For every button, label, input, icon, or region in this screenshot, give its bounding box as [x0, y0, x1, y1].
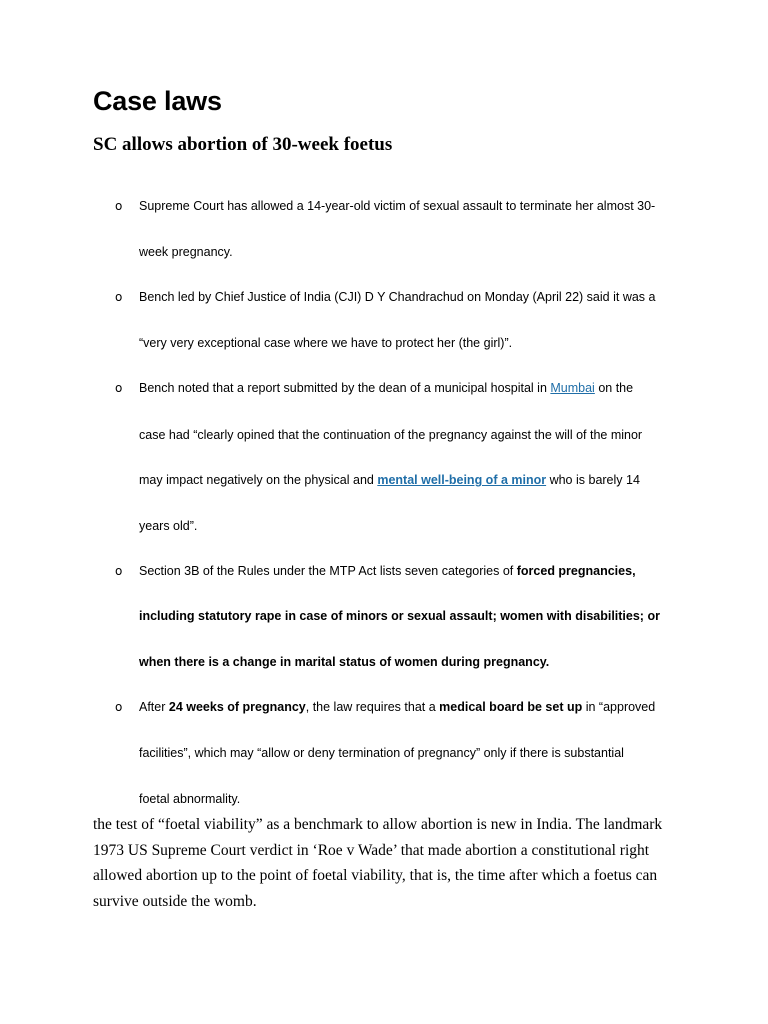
bullet-3-line-1	[139, 380, 633, 396]
paragraph-line: 1973 US Supreme Court verdict in ‘Roe v Wade’ that made abortion a constitutional right	[93, 841, 650, 859]
bullet-3-line-2: case had “clearly opined that the continuation of the pregnancy against the will of the minor	[139, 428, 643, 442]
bullet-5-line-3: foetal abnormality.	[139, 792, 241, 806]
bullet-4-bold-text: forced pregnancies,	[516, 564, 636, 578]
bullet-marker: o	[115, 564, 123, 578]
bullet-3-line-3	[139, 472, 640, 488]
bullet-3-text: who is barely 14	[546, 473, 640, 487]
bullet-3-text: on the	[594, 381, 634, 395]
paragraph-line: allowed abortion up to the point of foetal viability, that is, the time after which a foetus can	[93, 867, 658, 884]
paragraph-line: survive outside the womb.	[93, 892, 257, 910]
bullet-1-line-1: Supreme Court has allowed a 14-year-old victim of sexual assault to terminate her almost 30-	[139, 199, 656, 213]
bullet-5-text: in “approved	[582, 700, 656, 714]
bullet-5-line-2: facilities”, which may “allow or deny termination of pregnancy” only if there is substantial	[139, 746, 624, 760]
bullet-marker: o	[115, 290, 123, 304]
bullet-3-text: may impact negatively on the physical and	[139, 473, 378, 487]
bullet-4-line-3: when there is a change in marital status of women during pregnancy.	[139, 655, 550, 669]
bullet-4-line-1	[139, 563, 636, 579]
bullet-3-line-4: years old”.	[139, 519, 198, 533]
bullet-marker: o	[115, 700, 123, 714]
bullet-1-line-2: week pregnancy.	[139, 245, 233, 259]
mental-well-being-link[interactable]: mental well-being of a minor	[377, 473, 547, 487]
bullet-marker: o	[115, 199, 123, 213]
paragraph-line: the test of “foetal viability” as a benchmark to allow abortion is new in India. The landmark	[93, 816, 663, 833]
bullet-2-line-2: “very very exceptional case where we have to protect her (the girl)”.	[139, 336, 513, 350]
mumbai-link[interactable]: Mumbai	[550, 381, 595, 395]
bullet-5-line-1	[139, 699, 655, 715]
bullet-5-text: , the law requires that a	[305, 700, 440, 714]
article-subheading: SC allows abortion of 30-week foetus	[93, 134, 393, 155]
bullet-2-line-1: Bench led by Chief Justice of India (CJI) D Y Chandrachud on Monday (April 22) said it was a	[139, 290, 656, 304]
bullet-5-text: After	[139, 700, 169, 714]
bullet-4-text: Section 3B of the Rules under the MTP Act lists seven categories of	[139, 564, 517, 578]
bullet-5-bold-text: medical board be set up	[439, 700, 583, 714]
bullet-5-bold-text: 24 weeks of pregnancy	[168, 700, 306, 714]
bullet-4-line-2: including statutory rape in case of minors or sexual assault; women with disabilities; or	[139, 609, 660, 623]
page-title: Case laws	[93, 86, 222, 116]
body-paragraph	[93, 812, 693, 914]
bullet-marker: o	[115, 381, 123, 395]
bullet-3-text: Bench noted that a report submitted by the dean of a municipal hospital in	[139, 381, 551, 395]
